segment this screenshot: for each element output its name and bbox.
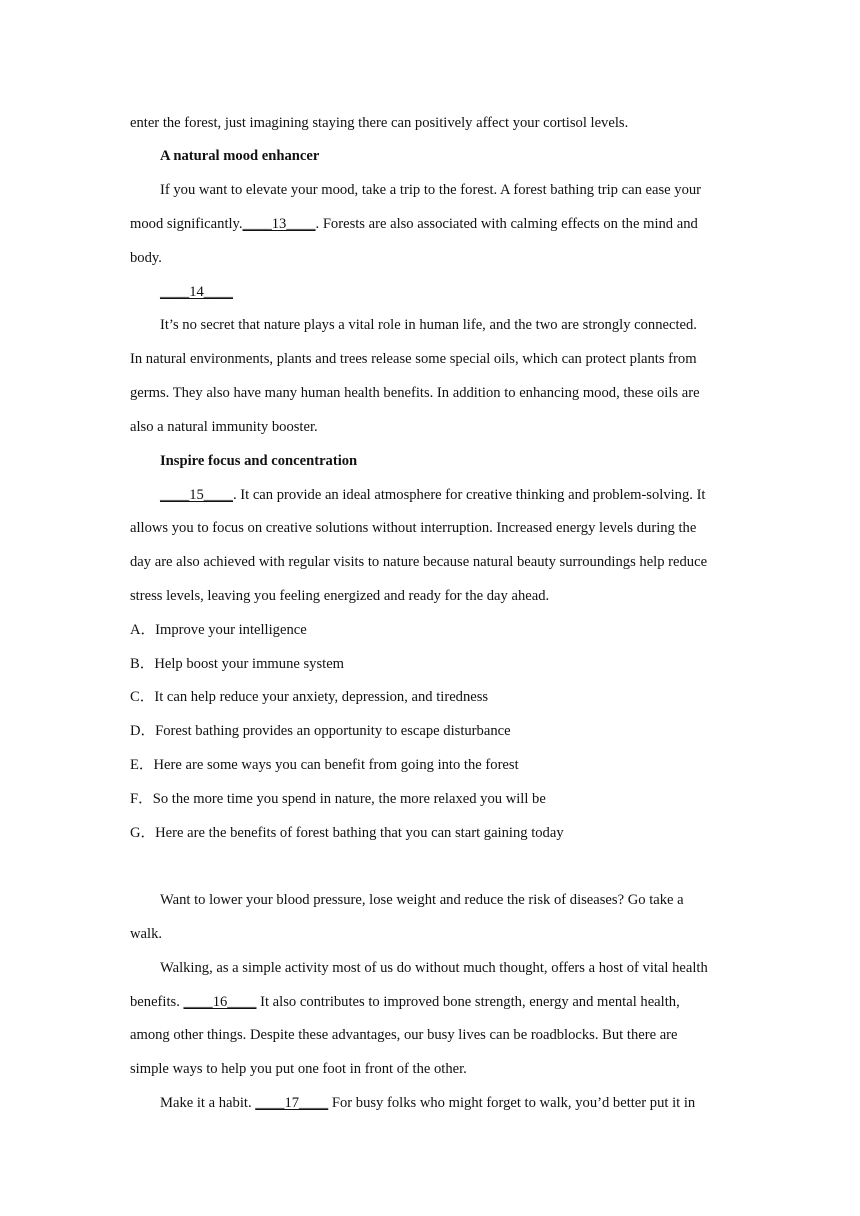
paragraph-line: germs. They also have many human health benefits. In addition to enhancing mood, these oils are	[130, 385, 700, 401]
paragraph-line: stress levels, leaving you feeling energized and ready for the day ahead.	[130, 588, 550, 604]
paragraph-line: simple ways to help you put one foot in front of the other.	[130, 1061, 467, 1077]
paragraph-line: also a natural immunity booster.	[130, 419, 318, 435]
paragraph-line: enter the forest, just imagining staying there can positively affect your cortisol levels.	[130, 115, 629, 131]
option-c: C．It can help reduce your anxiety, depression, and tiredness	[130, 689, 489, 705]
paragraph-line: walk.	[130, 926, 163, 942]
section-heading-focus: Inspire focus and concentration	[160, 453, 358, 469]
paragraph-line: If you want to elevate your mood, take a trip to the forest. A forest bathing trip can ease your	[160, 182, 702, 198]
paragraph-line: Want to lower your blood pressure, lose weight and reduce the risk of diseases? Go take a	[160, 892, 684, 908]
paragraph-line	[160, 1093, 695, 1113]
paragraph-line	[130, 992, 680, 1012]
text-span: . Forests are also associated with calming effects on the mind and	[315, 216, 698, 232]
blank-14: ____14____	[160, 284, 233, 300]
text-span: For busy folks who might forget to walk, you’d better put it in	[328, 1095, 696, 1111]
text-span: benefits.	[130, 994, 184, 1010]
option-e: E．Here are some ways you can benefit from going into the forest	[130, 757, 519, 773]
paragraph-line: Walking, as a simple activity most of us do without much thought, offers a host of vital health	[160, 960, 708, 976]
paragraph-line: allows you to focus on creative solutions without interruption. Increased energy levels during the	[130, 520, 697, 536]
section-heading-mood: A natural mood enhancer	[160, 148, 320, 164]
text-span: mood significantly.	[130, 216, 243, 232]
text-span: Make it a habit.	[160, 1095, 256, 1111]
paragraph-line: among other things. Despite these advantages, our busy lives can be roadblocks. But there are	[130, 1027, 678, 1043]
paragraph-line	[130, 214, 698, 234]
paragraph-line: body.	[130, 250, 162, 266]
option-a: A．Improve your intelligence	[130, 622, 307, 638]
paragraph-line	[160, 485, 706, 505]
text-span: . It can provide an ideal atmosphere for creative thinking and problem-solving. It	[232, 487, 706, 503]
blank-17: ____17____	[255, 1095, 329, 1111]
blank-15: ____15____	[160, 487, 233, 503]
option-b: B．Help boost your immune system	[130, 656, 345, 672]
option-g: G．Here are the benefits of forest bathing that you can start gaining today	[130, 825, 564, 841]
text-span: It also contributes to improved bone strength, energy and mental health,	[256, 994, 680, 1010]
blank-13: ____13____	[242, 216, 316, 232]
option-d: D．Forest bathing provides an opportunity to escape disturbance	[130, 723, 511, 739]
paragraph-line: In natural environments, plants and trees release some special oils, which can protect plants from	[130, 351, 697, 367]
option-f: F．So the more time you spend in nature, the more relaxed you will be	[130, 791, 546, 807]
paragraph-line: It’s no secret that nature plays a vital role in human life, and the two are strongly connected.	[160, 317, 697, 333]
paragraph-line: day are also achieved with regular visits to nature because natural beauty surroundings help reduce	[130, 554, 708, 570]
blank-16: ____16____	[183, 994, 257, 1010]
